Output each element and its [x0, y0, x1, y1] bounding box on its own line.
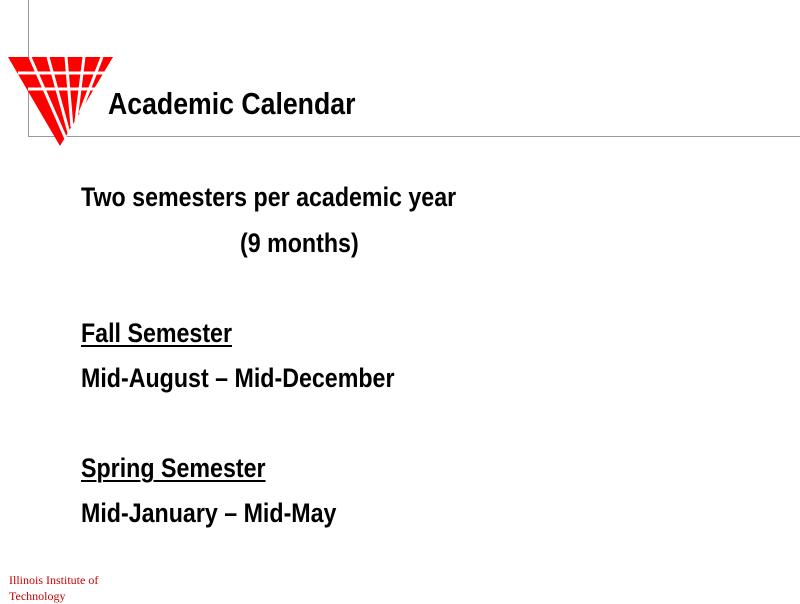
spring-semester-heading: Spring Semester	[81, 453, 266, 483]
iit-logo-icon	[8, 55, 114, 147]
frame-horizontal-rule	[28, 136, 800, 137]
intro-line: Two semesters per academic year	[81, 182, 457, 212]
intro-subline: (9 months)	[240, 228, 359, 258]
slide-title: Academic Calendar	[108, 86, 356, 121]
spring-semester-dates: Mid-January – Mid-May	[81, 498, 337, 528]
fall-semester-heading: Fall Semester	[81, 318, 233, 348]
footer-institution: Illinois Institute of Technology	[9, 573, 99, 603]
fall-semester-dates: Mid-August – Mid-December	[81, 363, 395, 393]
